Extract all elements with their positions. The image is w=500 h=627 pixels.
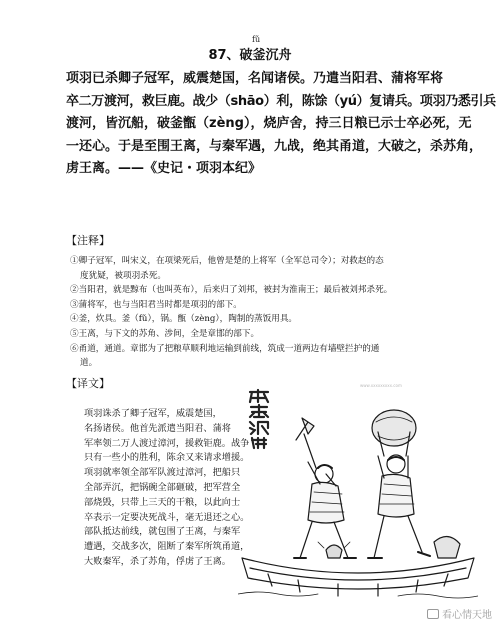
note-line: 道。 <box>80 358 98 369</box>
translation-line: 遭遇，交战多次，阻断了秦军所筑甬道， <box>84 541 250 553</box>
original-line: 渡河，皆沉船，破釜甑（zèng），烧庐舍，持三日粮已示士卒必死，无 <box>66 116 472 132</box>
original-line: 项羽已杀卿子冠军，威震楚国，名闻诸侯。乃遣当阳君、蒲将军将 <box>66 71 444 86</box>
note-line: ③蒲将军，也与当阳君当时都是项羽的部下。 <box>70 299 242 310</box>
notes-list <box>70 254 475 371</box>
translation-line: 全部弄沉，把锅碗全部砸破，把军营全 <box>84 481 241 493</box>
translation-line: 卒表示一定要决死战斗，毫无退还之心。 <box>84 511 250 523</box>
translation-line: 军率领二万人渡过漳河，援救钜鹿。战争 <box>84 437 250 449</box>
note-line: ⑥甬道，通道。章邯为了把粮草顺利地运输到前线，筑成一道两边有墙壁拦护的通 <box>70 343 380 354</box>
pinyin-annotation: fǔ <box>252 35 261 44</box>
translation-line: 只有一些小的胜利，陈余又来请求增援。 <box>84 452 250 464</box>
watermark <box>427 606 492 621</box>
notes-heading: 【注释】 <box>66 234 110 247</box>
translation-line: 项羽就率领全部军队渡过漳河，把船只 <box>84 467 241 479</box>
translation-line: 名扬诸侯。他首先派遣当阳君、蒲将 <box>84 422 231 434</box>
translation-line: 大败秦军，杀了苏角，俘虏了王离。 <box>84 555 231 567</box>
translation-heading: 【译文】 <box>66 377 110 390</box>
note-line: ④釜，炊具。釜（fǔ），锅。甑（zèng），陶制的蒸饭用具。 <box>70 314 298 325</box>
note-line: ①卿子冠军，叫宋义，在项梁死后，他曾是楚的上将军（全军总司令）；对救赵的态 <box>70 256 384 266</box>
translation-line: 项羽诛杀了卿子冠军，威震楚国， <box>84 408 222 419</box>
page-title: 87、破釜沉舟 <box>208 48 292 63</box>
original-line: 虏王离。——《史记・项羽本纪》 <box>66 161 262 177</box>
watermark-text: 看心情天地 <box>442 610 492 621</box>
translation-line: 部队抵达前线，就包围了王离，与秦军 <box>84 526 241 538</box>
illustration-url-mark: www.xxxxxxxxx.com <box>360 383 402 388</box>
note-line: ⑤王离，与下文的苏角、涉间，全是章邯的部下。 <box>70 328 260 339</box>
translation-text <box>84 407 250 570</box>
original-text <box>66 68 496 181</box>
translation-line: 部烧毁，只带上三天的干粮，以此向士 <box>84 496 241 508</box>
note-line: ②当阳君，就是黥布（也叫英布），后来归了刘邦，被封为淮南王；最后被刘邦杀死。 <box>70 285 393 296</box>
original-line: 卒二万渡河，救巨鹿。战少（shāo）利，陈馀（yú）复请兵。项羽乃悉引兵 <box>66 93 496 109</box>
note-line: 度犹疑，被项羽杀死。 <box>80 270 166 281</box>
original-line: 一还心。于是至围王离，与秦军遇，九战，绝其甬道，大破之，杀苏角， <box>66 138 483 154</box>
camera-icon <box>427 609 439 619</box>
soldiers-illustration <box>238 382 478 600</box>
